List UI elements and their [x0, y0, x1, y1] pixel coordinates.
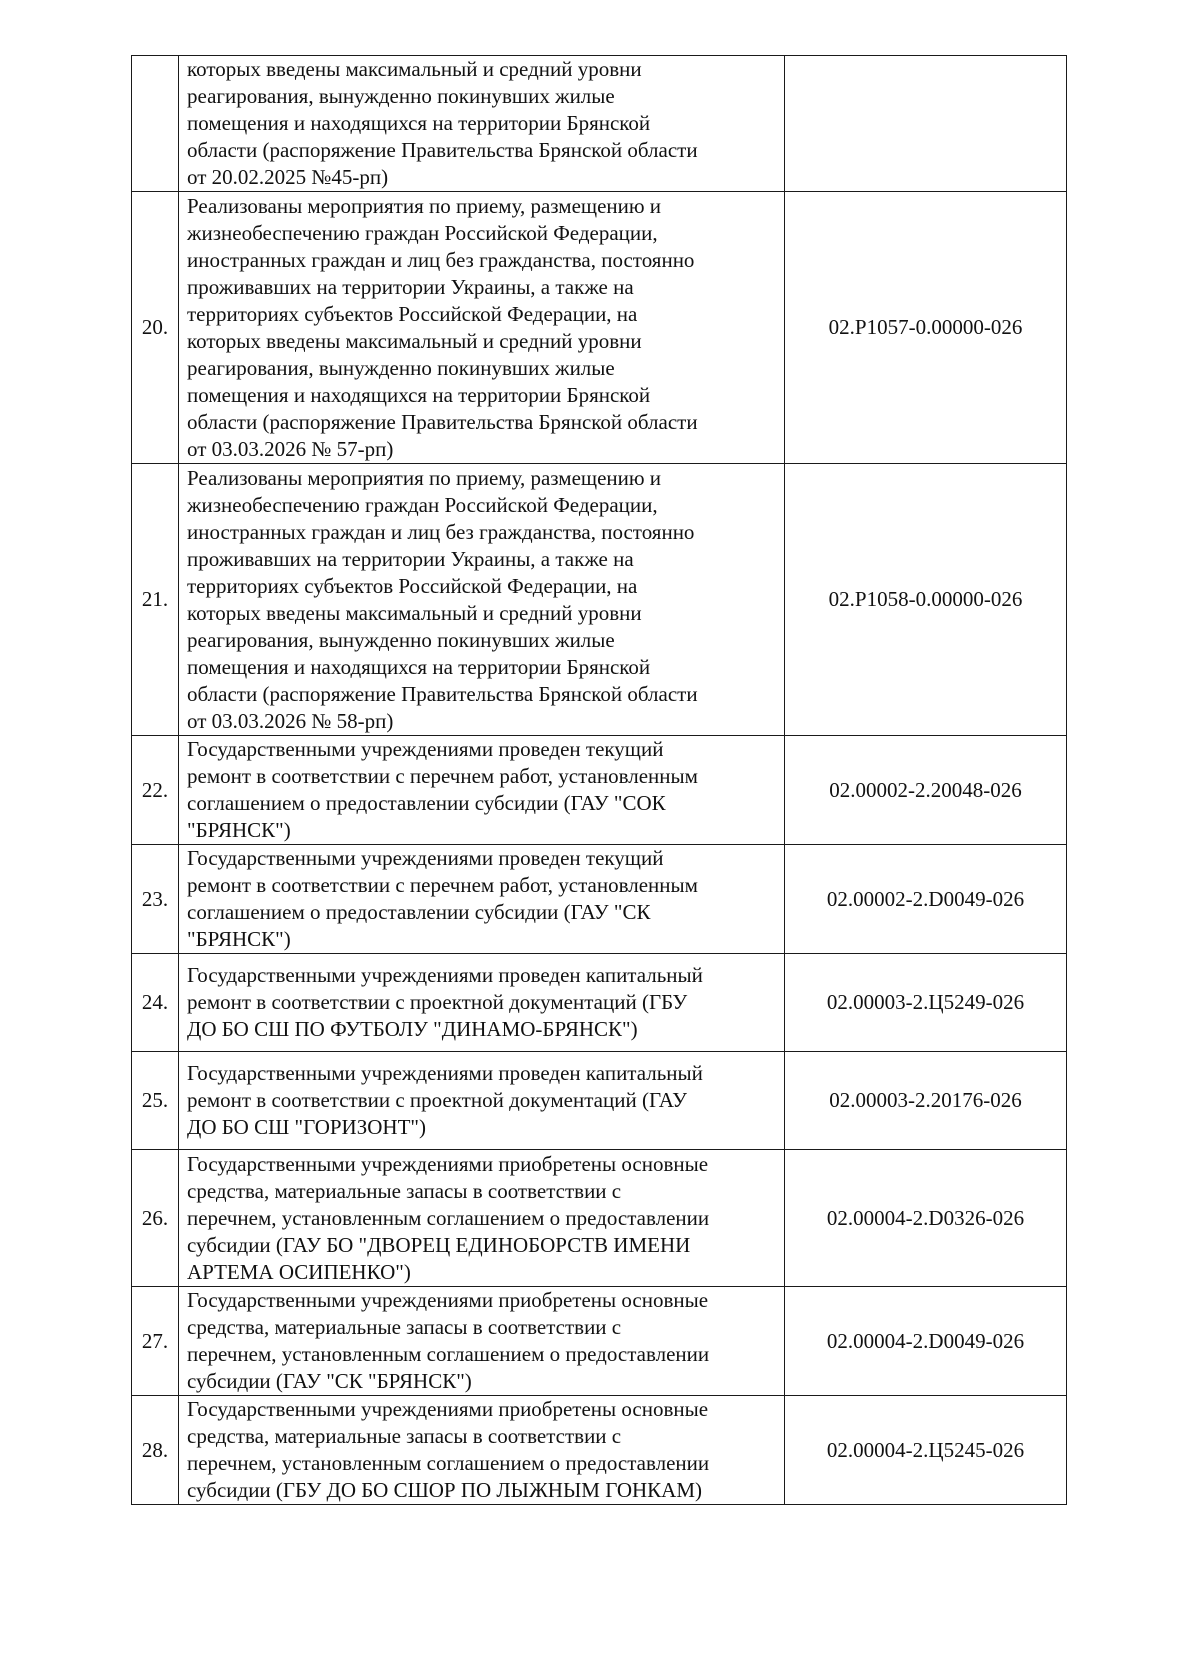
row-number: 26.	[132, 1150, 179, 1287]
row-description	[179, 56, 785, 192]
row-description	[179, 954, 785, 1052]
row-code: 02.00002-2.D0049-026	[785, 845, 1067, 954]
row-description	[179, 1287, 785, 1396]
row-code: 02.00003-2.20176-026	[785, 1052, 1067, 1150]
row-description	[179, 464, 785, 736]
row-number: 25.	[132, 1052, 179, 1150]
row-number	[132, 56, 179, 192]
table-row	[132, 845, 1067, 954]
row-code: 02.P1058-0.00000-026	[785, 464, 1067, 736]
row-number: 27.	[132, 1287, 179, 1396]
row-description-text: Государственными учреждениями приобретены основные средства, материальные запасы в соответствии с перечнем, установленным соглашением о предоставлении субсидии (ГАУ "СК "БРЯНСК")	[187, 1288, 710, 1393]
row-description-text: Государственными учреждениями проведен текущий ремонт в соответствии с перечнем работ, установленным соглашением о предоставлении субсидии (ГАУ "СК "БРЯНСК")	[187, 846, 698, 951]
row-description-text: Реализованы мероприятия по приему, размещению и жизнеобеспечению граждан Российской Федерации, иностранных граждан и лиц без гражданства, постоянно проживавших на территории Украины, а также на территориях субъектов Российской Федерации, на которых введены максимальный и средний уровни реагирования, вынужденно покинувших жилые помещения и находящихся на территории Брянской области (распоряжение Правительства Брянской области от 03.03.2026 № 57-рп)	[187, 193, 698, 461]
row-code: 02.00004-2.D0326-026	[785, 1150, 1067, 1287]
table-row	[132, 1287, 1067, 1396]
row-code: 02.00003-2.Ц5249-026	[785, 954, 1067, 1052]
table-row	[132, 736, 1067, 845]
table-row	[132, 192, 1067, 464]
row-description	[179, 1052, 785, 1150]
row-description-text: Реализованы мероприятия по приему, размещению и жизнеобеспечению граждан Российской Федерации, иностранных граждан и лиц без гражданства, постоянно проживавших на территории Украины, а также на территориях субъектов Российской Федерации, на которых введены максимальный и средний уровни реагирования, вынужденно покинувших жилые помещения и находящихся на территории Брянской области (распоряжение Правительства Брянской области от 03.03.2026 № 58-рп)	[187, 465, 698, 733]
row-code: 02.00002-2.20048-026	[785, 736, 1067, 845]
table-row	[132, 56, 1067, 192]
row-code: 02.P1057-0.00000-026	[785, 192, 1067, 464]
row-code	[785, 56, 1067, 192]
row-number: 21.	[132, 464, 179, 736]
row-code: 02.00004-2.D0049-026	[785, 1287, 1067, 1396]
row-description	[179, 1150, 785, 1287]
row-description	[179, 845, 785, 954]
row-description-text: Государственными учреждениями приобретены основные средства, материальные запасы в соответствии с перечнем, установленным соглашением о предоставлении субсидии (ГАУ БО "ДВОРЕЦ ЕДИНОБОРСТВ ИМЕНИ АРТЕМА ОСИПЕНКО")	[187, 1151, 710, 1284]
row-number: 20.	[132, 192, 179, 464]
row-description	[179, 736, 785, 845]
row-description-text: Государственными учреждениями проведен капитальный ремонт в соответствии с проектной документаций (ГАУ ДО БО СШ "ГОРИЗОНТ")	[187, 1061, 703, 1139]
row-description	[179, 1396, 785, 1505]
table-row	[132, 464, 1067, 736]
row-number: 24.	[132, 954, 179, 1052]
row-description	[179, 192, 785, 464]
row-number: 28.	[132, 1396, 179, 1505]
table-row	[132, 1150, 1067, 1287]
row-number: 22.	[132, 736, 179, 845]
table-row	[132, 1052, 1067, 1150]
table-row	[132, 1396, 1067, 1505]
row-number: 23.	[132, 845, 179, 954]
row-description-text: которых введены максимальный и средний уровни реагирования, вынужденно покинувших жилые помещения и находящихся на территории Брянской области (распоряжение Правительства Брянской области от 20.02.2025 №45-рп)	[187, 57, 698, 189]
row-description-text: Государственными учреждениями проведен капитальный ремонт в соответствии с проектной документаций (ГБУ ДО БО СШ ПО ФУТБОЛУ "ДИНАМО-БРЯНСК")	[187, 963, 703, 1041]
row-code: 02.00004-2.Ц5245-026	[785, 1396, 1067, 1505]
table-row	[132, 954, 1067, 1052]
results-table	[131, 55, 1067, 1505]
row-description-text: Государственными учреждениями приобретены основные средства, материальные запасы в соответствии с перечнем, установленным соглашением о предоставлении субсидии (ГБУ ДО БО СШОР ПО ЛЫЖНЫМ ГОНКАМ)	[187, 1397, 710, 1502]
row-description-text: Государственными учреждениями проведен текущий ремонт в соответствии с перечнем работ, установленным соглашением о предоставлении субсидии (ГАУ "СОК "БРЯНСК")	[187, 737, 698, 842]
